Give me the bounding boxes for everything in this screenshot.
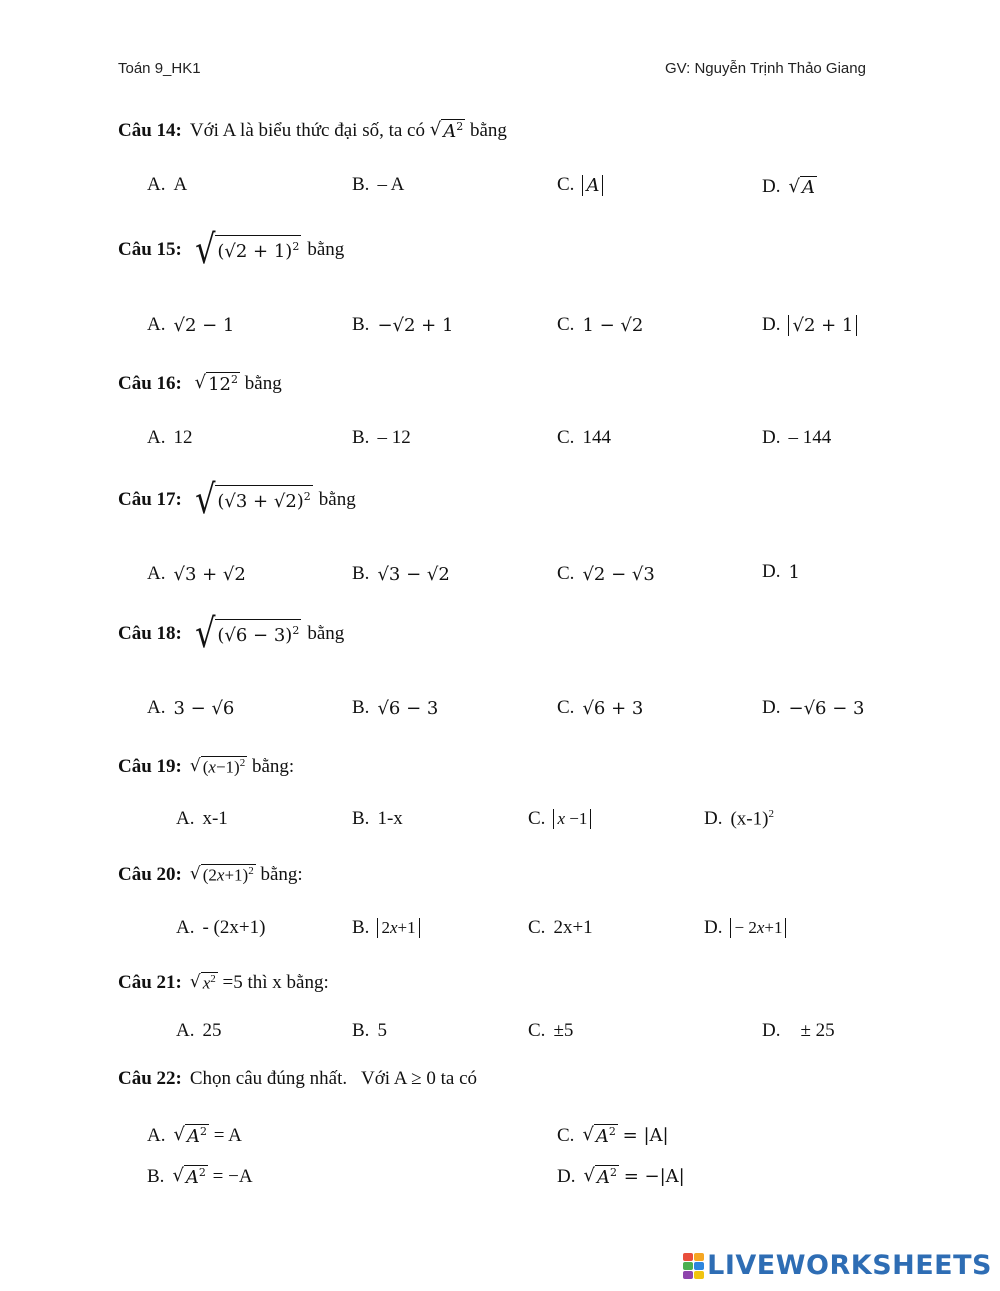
- option-letter: C.: [528, 917, 546, 938]
- option-letter: C.: [557, 697, 575, 718]
- option-value: = −A: [212, 1165, 253, 1187]
- sqrt-expression: √ $(√3 + √2)^2$: [194, 477, 311, 523]
- option-letter: B.: [352, 314, 370, 335]
- option-value: 1: [788, 561, 800, 583]
- option-letter: C.: [528, 1020, 546, 1041]
- question-after: =5 thì x bằng:: [222, 972, 329, 993]
- option-value: 5: [377, 1020, 387, 1041]
- q20-option-b[interactable]: [352, 917, 420, 939]
- option-letter: D.: [762, 1020, 781, 1041]
- option-letter: D.: [557, 1165, 576, 1187]
- option-value: – 144: [788, 427, 832, 448]
- option-value: 3 − √6: [173, 697, 235, 719]
- question-14: [118, 119, 507, 142]
- q14-option-b[interactable]: [352, 174, 404, 196]
- option-value: 2x+1: [377, 918, 419, 938]
- option-value: ±5: [553, 1020, 574, 1041]
- sqrt-a-squared: √ $A^2$: [429, 119, 464, 142]
- option-value: 12: [173, 427, 193, 448]
- option-letter: B.: [352, 174, 370, 195]
- q20-option-d[interactable]: [704, 917, 786, 939]
- option-letter: A.: [147, 174, 166, 195]
- option-value: −√6 − 3: [788, 697, 865, 719]
- option-value: = −|A|: [623, 1166, 685, 1187]
- option-value: √3 + √2: [173, 563, 246, 585]
- question-22: [118, 1068, 477, 1090]
- q16-option-a[interactable]: [147, 427, 192, 449]
- q17-option-c[interactable]: [557, 563, 655, 585]
- question-label: Câu 15:: [118, 239, 182, 260]
- option-letter: C.: [557, 1124, 575, 1146]
- question-after: bằng:: [251, 756, 295, 777]
- logo-block: [683, 1271, 693, 1279]
- option-value: 144: [582, 427, 611, 448]
- option-letter: B.: [352, 808, 370, 829]
- question-19: [118, 756, 294, 778]
- q14-option-d[interactable]: [762, 176, 817, 198]
- question-after: bằng: [307, 623, 345, 644]
- option-letter: D.: [762, 561, 781, 582]
- question-after: bằng: [244, 372, 282, 394]
- question-label: Câu 17:: [118, 489, 182, 510]
- option-value: A: [173, 174, 188, 195]
- option-letter: D.: [762, 314, 781, 335]
- option-value: √2 − 1: [173, 314, 235, 336]
- option-letter: A.: [147, 1124, 166, 1146]
- logo-block: [694, 1271, 704, 1279]
- option-letter: B.: [352, 563, 370, 584]
- option-letter: B.: [352, 697, 370, 718]
- logo-block: [683, 1253, 693, 1261]
- option-letter: C.: [557, 174, 575, 195]
- option-letter: A.: [147, 427, 166, 448]
- q15-option-a[interactable]: [147, 314, 234, 336]
- option-value: $(x-1)^2$: [730, 808, 774, 830]
- option-letter: B.: [352, 917, 370, 938]
- sqrt-expression: √ $(√6 - 3)^2$: [194, 611, 300, 657]
- q21-option-c[interactable]: [528, 1020, 573, 1042]
- question-label: Câu 16:: [118, 372, 182, 394]
- option-value: −√2 + 1: [377, 314, 454, 336]
- q19-option-d[interactable]: [704, 808, 774, 830]
- logo-block: [694, 1253, 704, 1261]
- q20-option-a[interactable]: [176, 917, 265, 939]
- q19-option-b[interactable]: [352, 808, 403, 830]
- option-value: – 12: [377, 427, 411, 448]
- question-label: Câu 21:: [118, 972, 182, 993]
- option-letter: A.: [176, 1020, 195, 1041]
- q22-option-a[interactable]: A. √ $A^2$ = A: [147, 1124, 242, 1147]
- logo-block: [683, 1262, 693, 1270]
- option-letter: A.: [147, 697, 166, 718]
- sqrt-twelve-squared: √ $12^2$: [194, 372, 239, 395]
- sqrt-expression: √ $(x-1)^2$: [189, 756, 246, 777]
- option-letter: D.: [704, 917, 723, 938]
- option-value: – A: [377, 174, 405, 195]
- question-label: Câu 22:: [118, 1068, 182, 1089]
- option-letter: C.: [557, 427, 575, 448]
- sqrt-expression: √ $(2x+1)^2$: [189, 864, 254, 885]
- q17-option-d[interactable]: [762, 561, 800, 583]
- q16-option-d[interactable]: [762, 427, 831, 449]
- question-17: [118, 477, 356, 523]
- option-letter: A.: [147, 563, 166, 584]
- option-letter: D.: [704, 808, 723, 830]
- header-left: Toán 9_HK1: [118, 60, 201, 77]
- q18-option-d[interactable]: [762, 697, 864, 719]
- q19-option-a[interactable]: [176, 808, 228, 830]
- q16-option-c[interactable]: [557, 427, 611, 449]
- option-value: ± 25: [800, 1020, 835, 1041]
- option-value: √6 + 3: [582, 697, 644, 719]
- q17-option-a[interactable]: [147, 563, 246, 585]
- option-letter: B.: [352, 1020, 370, 1041]
- option-value: 25: [202, 1020, 222, 1041]
- option-value: A: [582, 175, 603, 196]
- option-value: √2 + 1: [788, 315, 857, 336]
- option-value: √2 − √3: [582, 563, 655, 585]
- question-label: Câu 14:: [118, 119, 182, 141]
- option-value: √3 − √2: [377, 563, 450, 585]
- option-letter: D.: [762, 697, 781, 718]
- option-letter: D.: [762, 176, 781, 197]
- q15-option-d[interactable]: [762, 314, 857, 336]
- option-letter: C.: [557, 314, 575, 335]
- option-value: x −1: [553, 809, 591, 829]
- question-text: Chọn câu đúng nhất. Với A ≥ 0 ta có: [189, 1068, 478, 1089]
- logo-block: [694, 1262, 704, 1270]
- option-value: = A: [213, 1124, 242, 1146]
- q21-option-d[interactable]: [762, 1020, 835, 1042]
- option-letter: D.: [762, 427, 781, 448]
- option-letter: C.: [557, 563, 575, 584]
- sqrt-a: √ A: [788, 176, 815, 198]
- sqrt-x-squared: √ $x^2$: [189, 972, 216, 993]
- question-16: [118, 372, 282, 395]
- option-value: x-1: [202, 808, 228, 829]
- q22-option-d[interactable]: D. √ $A^2$ = −|A|: [557, 1165, 685, 1188]
- q16-option-b[interactable]: [352, 427, 411, 449]
- option-letter: A.: [176, 917, 195, 938]
- question-after: bằng:: [260, 864, 303, 885]
- option-letter: A.: [147, 314, 166, 335]
- q17-option-b[interactable]: [352, 563, 450, 585]
- option-value: 2x+1: [553, 917, 593, 938]
- question-label: Câu 19:: [118, 756, 182, 777]
- option-value: - (2x+1): [202, 917, 266, 938]
- question-label: Câu 20:: [118, 864, 182, 885]
- option-letter: C.: [528, 808, 546, 829]
- option-value: 1 − √2: [582, 314, 644, 336]
- q18-option-a[interactable]: [147, 697, 234, 719]
- q21-option-a[interactable]: [176, 1020, 221, 1042]
- q21-option-b[interactable]: [352, 1020, 387, 1042]
- question-18: [118, 611, 345, 657]
- question-20: [118, 864, 303, 886]
- liveworksheets-logo[interactable]: [683, 1250, 992, 1281]
- logo-text: LIVEWORKSHEETS: [707, 1250, 992, 1281]
- option-letter: B.: [352, 427, 370, 448]
- question-15: [118, 227, 345, 273]
- q15-option-c[interactable]: [557, 314, 643, 336]
- question-after: bằng: [307, 239, 345, 260]
- option-letter: A.: [176, 808, 195, 829]
- sqrt-expression: √ $(√2 + 1)^2$: [194, 227, 300, 273]
- option-value: √6 − 3: [377, 697, 439, 719]
- option-letter: B.: [147, 1165, 165, 1187]
- question-21: [118, 972, 329, 994]
- q14-option-c[interactable]: [557, 174, 603, 196]
- logo-blocks-icon: [683, 1253, 704, 1279]
- question-after: bằng: [469, 119, 507, 141]
- header-right: GV: Nguyễn Trịnh Thảo Giang: [665, 60, 866, 77]
- q22-option-c[interactable]: C. √ $A^2$ = |A|: [557, 1124, 669, 1147]
- q18-option-c[interactable]: [557, 697, 643, 719]
- q20-option-c[interactable]: [528, 917, 593, 939]
- q22-option-b[interactable]: B. √ $A^2$ = −A: [147, 1165, 253, 1188]
- q19-option-c[interactable]: [528, 808, 591, 830]
- q15-option-b[interactable]: [352, 314, 453, 336]
- option-value: 1-x: [377, 808, 403, 829]
- option-value: − 2x+1: [730, 918, 786, 938]
- q18-option-b[interactable]: [352, 697, 438, 719]
- option-value: = |A|: [622, 1125, 669, 1146]
- question-after: bằng: [318, 489, 356, 510]
- q14-option-a[interactable]: [147, 174, 187, 196]
- question-label: Câu 18:: [118, 623, 182, 644]
- question-text: Với A là biểu thức đại số, ta có: [189, 119, 425, 141]
